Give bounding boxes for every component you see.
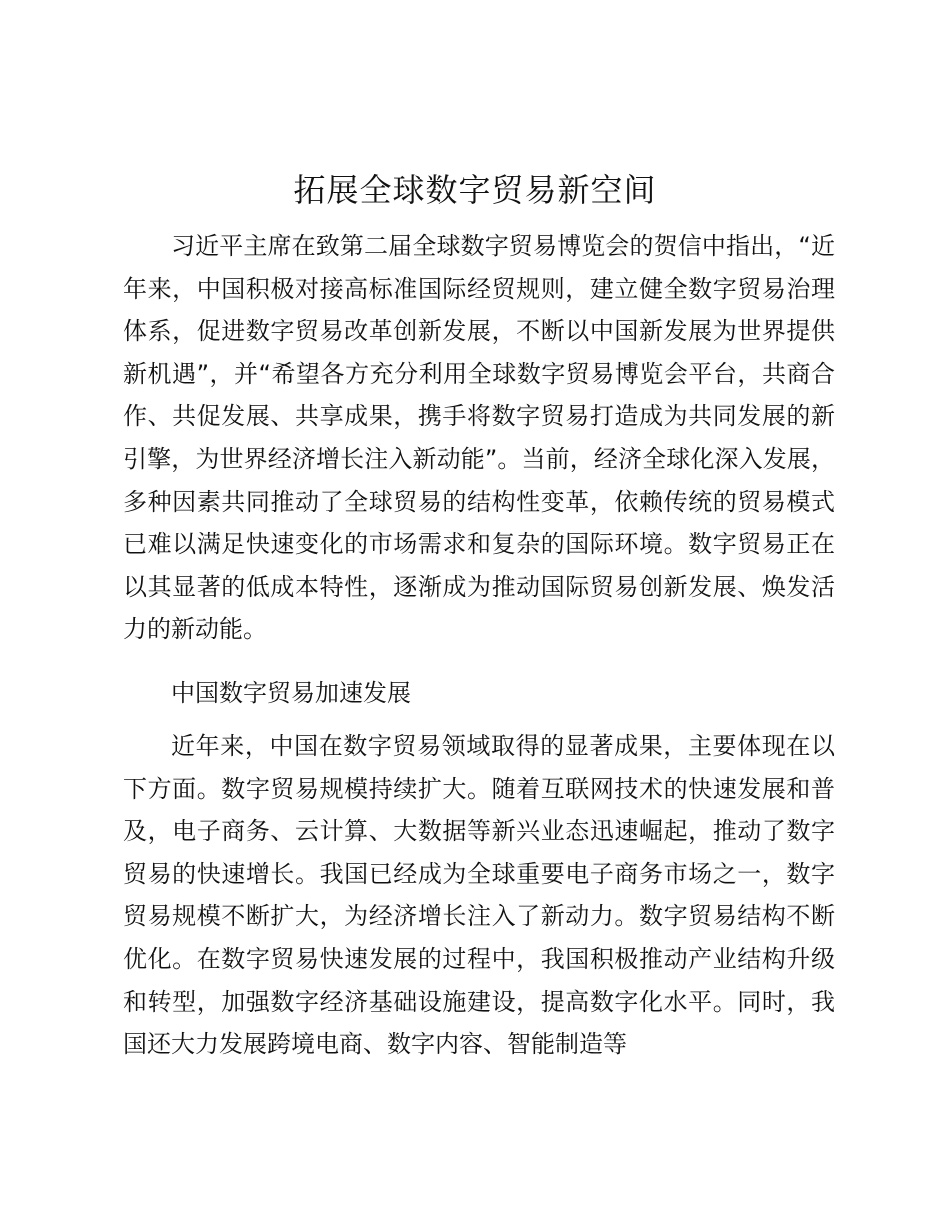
paragraph-intro: 习近平主席在致第二届全球数字贸易博览会的贺信中指出，“近年来，中国积极对接高标准国际经贸规则，建立健全数字贸易治理体系，促进数字贸易改革创新发展，不断以中国新发展为世界提供新机遇”，并“希望各方充分利用全球数字贸易博览会平台，共商合作、共促发展、共享成果，携手将数字贸易打造成为共同发展的新引擎，为世界经济增长注入新动能”。当前，经济全球化深入发展，多种因素共同推动了全球贸易的结构性变革，依赖传统的贸易模式已难以满足快速变化的市场需求和复杂的国际环境。数字贸易正在以其显著的低成本特性，逐渐成为推动国际贸易创新发展、焕发活力的新动能。 xyxy=(123,232,835,644)
document-title: 拓展全球数字贸易新空间 xyxy=(293,171,657,209)
paragraph-section-body: 近年来，中国在数字贸易领域取得的显著成果，主要体现在以下方面。数字贸易规模持续扩大。随着互联网技术的快速发展和普及，电子商务、云计算、大数据等新兴业态迅速崛起，推动了数字贸易的快速增长。我国已经成为全球重要电子商务市场之一，数字贸易规模不断扩大，为经济增长注入了新动力。数字贸易结构不断优化。在数字贸易快速发展的过程中，我国积极推动产业结构升级和转型，加强数字经济基础设施建设，提高数字化水平。同时，我国还大力发展跨境电商、数字内容、智能制造等 xyxy=(123,732,835,1059)
section-heading: 中国数字贸易加速发展 xyxy=(171,679,411,707)
